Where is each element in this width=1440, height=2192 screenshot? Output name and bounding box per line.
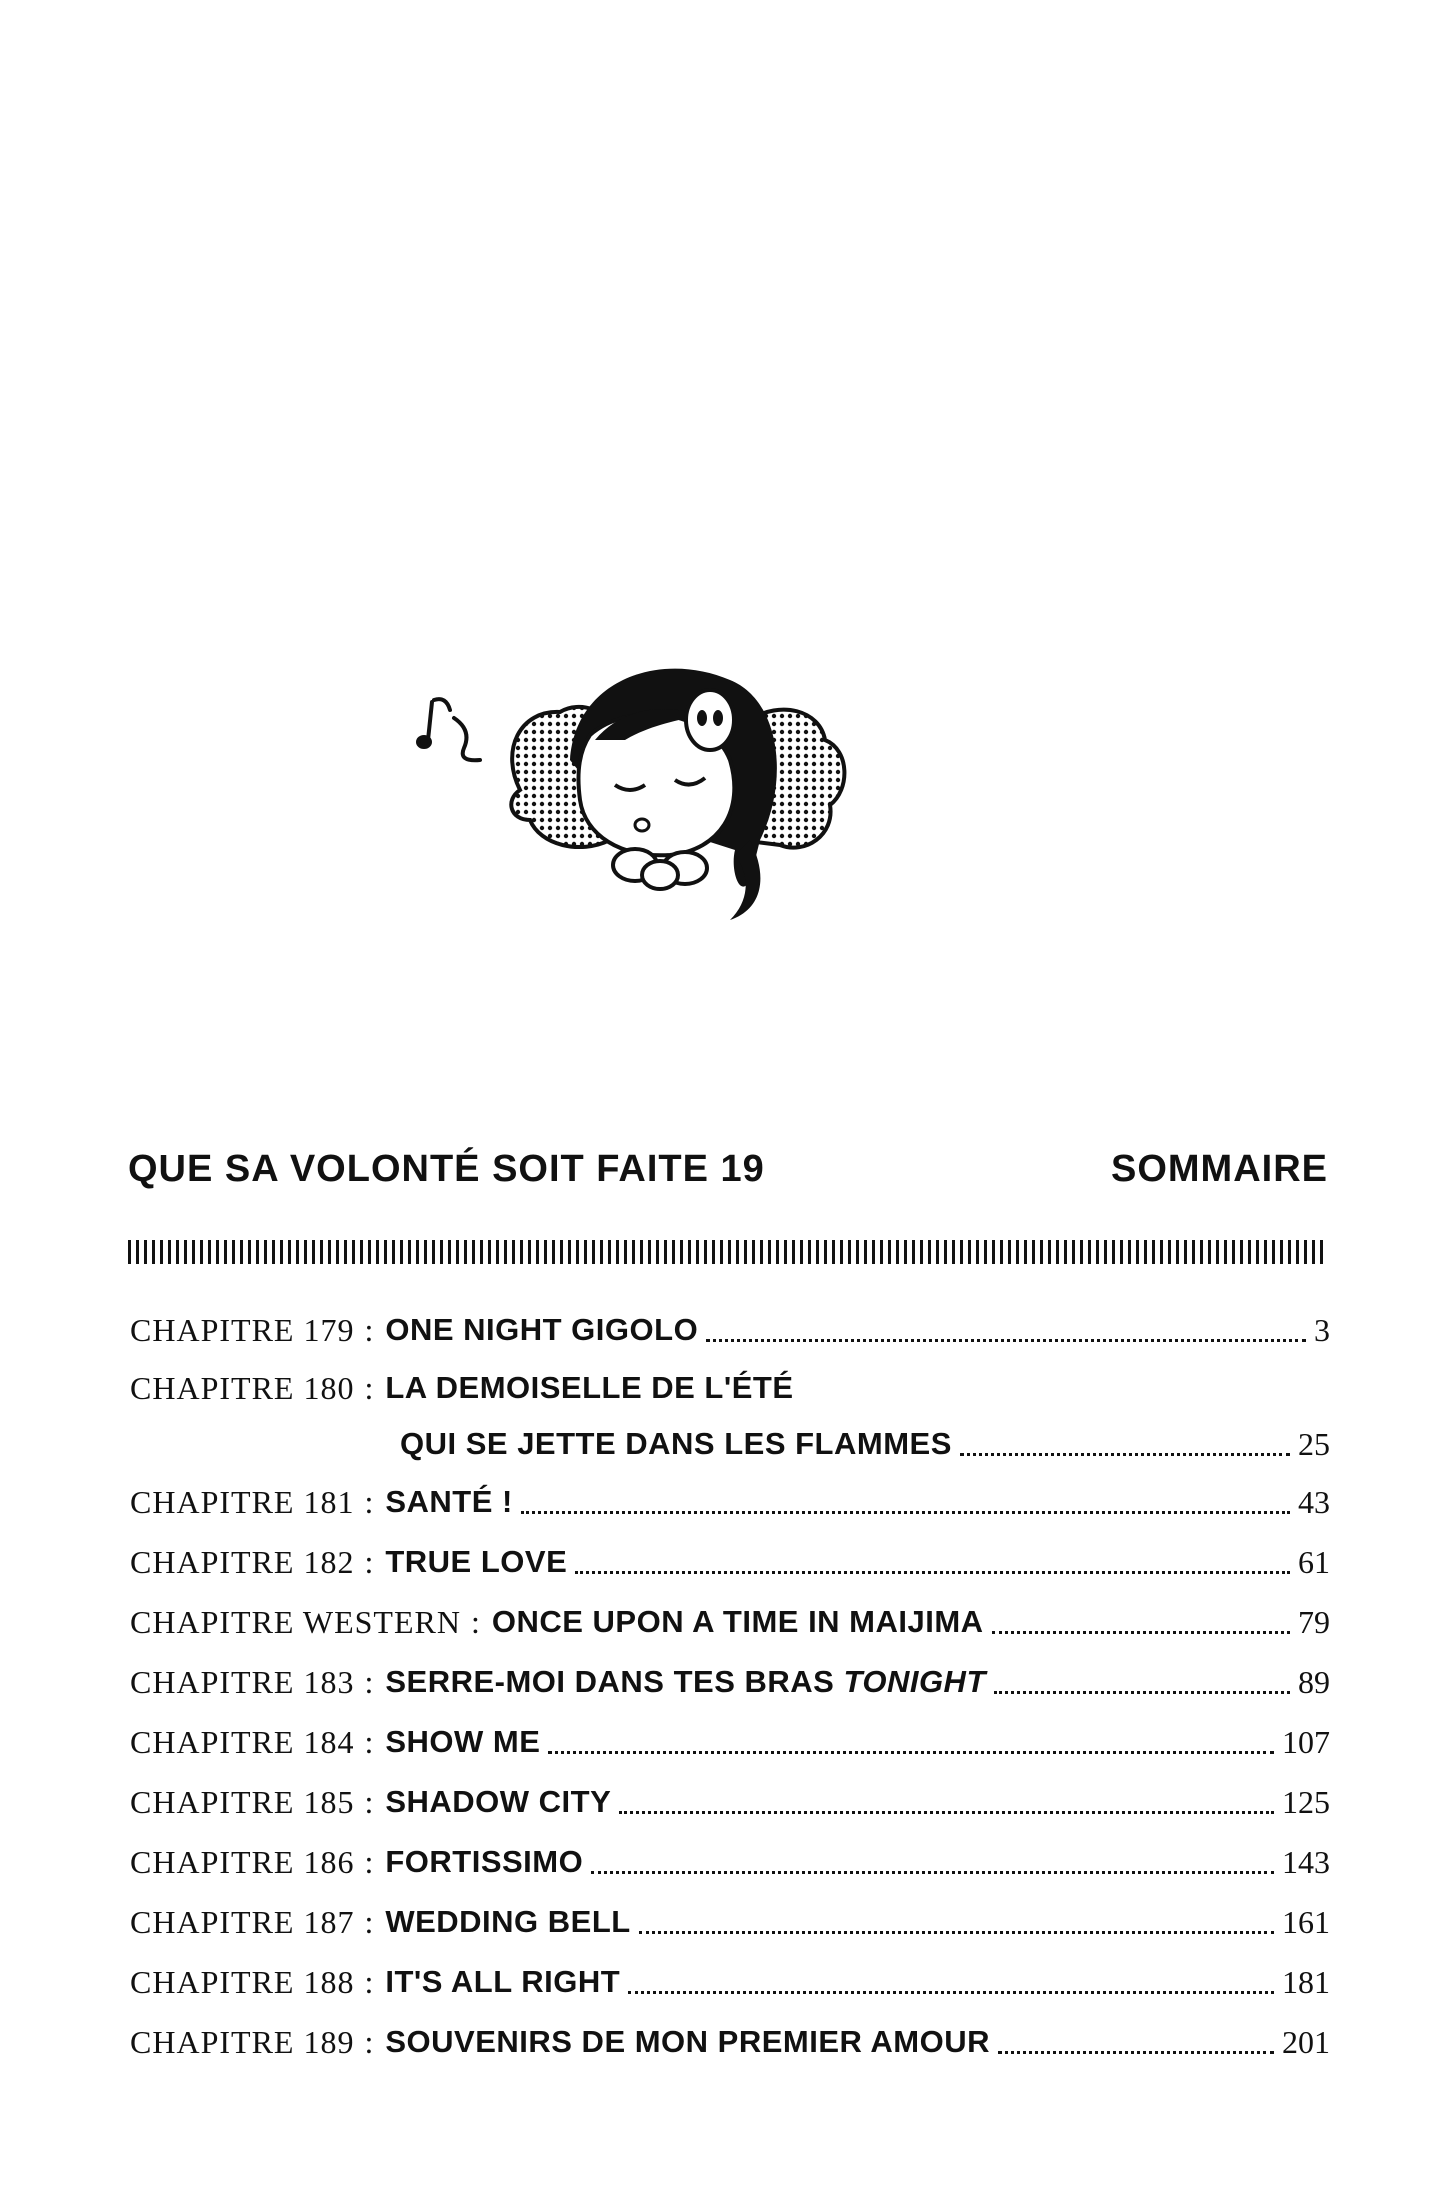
separator: : bbox=[364, 1311, 374, 1348]
separator: : bbox=[364, 1843, 374, 1880]
chapter-label: CHAPITRE 185 bbox=[130, 1783, 355, 1820]
page-number: 107 bbox=[1282, 1723, 1330, 1760]
toc-entry[interactable] bbox=[130, 1652, 1330, 1712]
toc-entry[interactable] bbox=[130, 1772, 1330, 1832]
dot-leader bbox=[994, 1691, 1290, 1694]
page-number: 61 bbox=[1298, 1543, 1330, 1580]
separator: : bbox=[364, 1663, 374, 1700]
chapter-title: ONE NIGHT GIGOLO bbox=[385, 1312, 699, 1347]
dot-leader bbox=[998, 2051, 1274, 2054]
separator: : bbox=[470, 1603, 480, 1640]
chapter-title: IT'S ALL RIGHT bbox=[385, 1964, 621, 1999]
chapter-title: TRUE LOVE bbox=[385, 1544, 568, 1579]
separator: : bbox=[364, 1723, 374, 1760]
chapter-label: CHAPITRE 187 bbox=[130, 1903, 355, 1940]
dot-leader bbox=[619, 1811, 1274, 1814]
chapter-label: CHAPITRE 181 bbox=[130, 1483, 355, 1520]
page-number: 25 bbox=[1298, 1425, 1330, 1462]
toc-entry[interactable] bbox=[130, 1472, 1330, 1532]
separator: : bbox=[364, 2023, 374, 2060]
toc-entry[interactable] bbox=[130, 1300, 1330, 1360]
dot-leader bbox=[591, 1871, 1274, 1874]
page-number: 89 bbox=[1298, 1663, 1330, 1700]
chapter-label: CHAPITRE 188 bbox=[130, 1963, 355, 2000]
chapter-label: CHAPITRE 183 bbox=[130, 1663, 355, 1700]
chapter-title: SANTÉ ! bbox=[385, 1484, 513, 1519]
chapter-title: FORTISSIMO bbox=[385, 1844, 584, 1879]
decorative-divider bbox=[128, 1240, 1328, 1264]
chapter-title: LA DEMOISELLE DE L'ÉTÉ bbox=[385, 1370, 794, 1405]
dot-leader bbox=[628, 1991, 1274, 1994]
dot-leader bbox=[706, 1339, 1306, 1342]
sleeping-girl-illustration bbox=[410, 640, 930, 940]
toc-entry[interactable] bbox=[130, 1892, 1330, 1952]
page-number: 161 bbox=[1282, 1903, 1330, 1940]
page-number: 43 bbox=[1298, 1483, 1330, 1520]
separator: : bbox=[364, 1543, 374, 1580]
toc-entry[interactable] bbox=[130, 1712, 1330, 1772]
separator: : bbox=[364, 1369, 374, 1406]
dot-leader bbox=[575, 1571, 1290, 1574]
chapter-title-continued: QUI SE JETTE DANS LES FLAMMES bbox=[400, 1426, 952, 1461]
dot-leader bbox=[521, 1511, 1290, 1514]
toc-entry[interactable] bbox=[130, 2012, 1330, 2072]
chapter-title: SHOW ME bbox=[385, 1724, 541, 1759]
separator: : bbox=[364, 1783, 374, 1820]
series-title: QUE SA VOLONTÉ SOIT FAITE 19 bbox=[128, 1148, 765, 1190]
chapter-title: SOUVENIRS DE MON PREMIER AMOUR bbox=[385, 2024, 990, 2059]
chapter-title-italic: TONIGHT bbox=[843, 1664, 986, 1699]
page-number: 125 bbox=[1282, 1783, 1330, 1820]
dot-leader bbox=[960, 1453, 1290, 1456]
chapter-title-main: SERRE-MOI DANS TES BRAS bbox=[385, 1664, 835, 1699]
page-number: 143 bbox=[1282, 1843, 1330, 1880]
table-of-contents bbox=[130, 1300, 1330, 2072]
dot-leader bbox=[992, 1631, 1290, 1634]
chapter-title: ONCE UPON A TIME IN MAIJIMA bbox=[491, 1604, 984, 1639]
toc-entry[interactable] bbox=[130, 1532, 1330, 1592]
toc-entry[interactable] bbox=[130, 1952, 1330, 2012]
toc-entry[interactable] bbox=[130, 1592, 1330, 1652]
toc-entry[interactable] bbox=[130, 1832, 1330, 1892]
chapter-label: CHAPITRE 180 bbox=[130, 1369, 355, 1406]
chapter-label: CHAPITRE 184 bbox=[130, 1723, 355, 1760]
chapter-title bbox=[385, 1664, 986, 1700]
dot-leader bbox=[639, 1931, 1274, 1934]
section-title: SOMMAIRE bbox=[1111, 1148, 1328, 1190]
music-note-icon bbox=[418, 699, 480, 760]
page-number: 201 bbox=[1282, 2023, 1330, 2060]
chapter-label: CHAPITRE 189 bbox=[130, 2023, 355, 2060]
toc-header bbox=[128, 1148, 1328, 1208]
separator: : bbox=[364, 1483, 374, 1520]
chapter-label: CHAPITRE 179 bbox=[130, 1311, 355, 1348]
chapter-label: CHAPITRE 186 bbox=[130, 1843, 355, 1880]
page-number: 3 bbox=[1314, 1311, 1330, 1348]
chapter-title: SHADOW CITY bbox=[385, 1784, 612, 1819]
chapter-label: CHAPITRE 182 bbox=[130, 1543, 355, 1580]
page-number: 181 bbox=[1282, 1963, 1330, 2000]
separator: : bbox=[364, 1963, 374, 2000]
toc-entry[interactable] bbox=[130, 1360, 1330, 1472]
chapter-title: WEDDING BELL bbox=[385, 1904, 631, 1939]
separator: : bbox=[364, 1903, 374, 1940]
page-number: 79 bbox=[1298, 1603, 1330, 1640]
dot-leader bbox=[548, 1751, 1274, 1754]
chapter-label: CHAPITRE WESTERN bbox=[130, 1603, 461, 1640]
